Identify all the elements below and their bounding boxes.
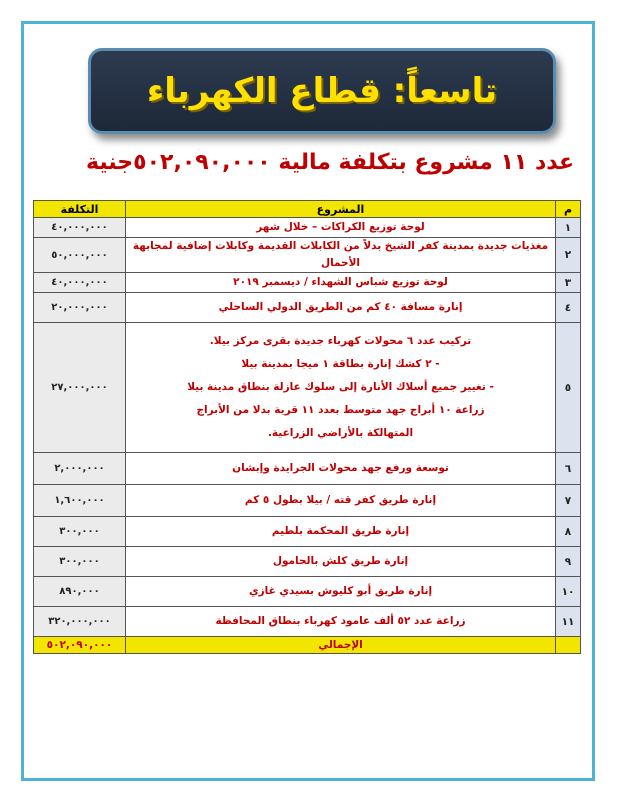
project-line: تركيب عدد ٦ محولات كهرباء جديدة بقرى مركز بيلا.	[209, 335, 472, 347]
table-row	[34, 607, 581, 637]
project-line: زراعة ١٠ أبراج جهد متوسط بعدد ١١ قرية بدلا من الأبراج	[196, 404, 485, 416]
row-number: ٩	[556, 547, 581, 577]
project-cell	[126, 293, 556, 323]
cost-cell: ٣٠٠,٠٠٠	[34, 547, 126, 577]
project-line: إنارة طريق المحكمة بلطيم	[271, 525, 410, 537]
row-number: ٨	[556, 517, 581, 547]
table-row	[34, 577, 581, 607]
cost-cell: ٣٠٠,٠٠٠	[34, 517, 126, 547]
total-row	[34, 637, 581, 654]
section-banner	[88, 48, 556, 134]
cost-cell: ٥٠,٠٠٠,٠٠٠	[34, 238, 126, 273]
project-line: - تغيير جميع أسلاك الأنارة إلى سلوك عازلة بنطاق مدينة بيلا	[187, 381, 494, 393]
row-number: ٢	[556, 238, 581, 273]
header-cost: التكلفة	[34, 201, 126, 218]
project-cell	[126, 218, 556, 238]
table-header-row	[34, 201, 581, 218]
table-row	[34, 293, 581, 323]
header-project: المشروع	[126, 201, 556, 218]
project-line: إنارة طريق أبو كليوش بسيدي غازي	[248, 585, 433, 597]
project-line: إنارة طريق كفر قته / بيلا بطول ٥ كم	[244, 494, 437, 506]
project-line: لوحة توزيع الكراكات – خلال شهر	[256, 221, 425, 233]
cost-cell: ٣٢٠,٠٠٠,٠٠٠	[34, 607, 126, 637]
table-row	[34, 238, 581, 273]
subtitle: عدد ١١ مشروع بتكلفة مالية ٥٠٢,٠٩٠,٠٠٠جنية	[86, 150, 574, 175]
table-row	[34, 273, 581, 293]
project-line: إنارة طريق كلش بالحامول	[272, 555, 409, 567]
row-number: ١	[556, 218, 581, 238]
project-cell	[126, 577, 556, 607]
table-row	[34, 517, 581, 547]
table-row	[34, 547, 581, 577]
table-row	[34, 323, 581, 453]
cost-cell: ٢٧,٠٠٠,٠٠٠	[34, 323, 126, 453]
project-cell	[126, 238, 556, 273]
total-cost: ٥٠٢,٠٩٠,٠٠٠	[34, 637, 126, 654]
table-row	[34, 485, 581, 517]
cost-cell: ٢٠,٠٠٠,٠٠٠	[34, 293, 126, 323]
project-cell	[126, 517, 556, 547]
cost-cell: ٨٩٠,٠٠٠	[34, 577, 126, 607]
project-line: مغذيات جديدة بمدينة كفر الشيخ بدلاً من الكابلات القديمة وكابلات إضافية لمجابهة الأحمال	[132, 240, 549, 269]
row-number: ٤	[556, 293, 581, 323]
table-row	[34, 218, 581, 238]
project-line: إنارة مسافة ٤٠ كم من الطريق الدولي الساحلي	[218, 301, 463, 313]
project-cell	[126, 547, 556, 577]
table-row	[34, 453, 581, 485]
project-cell	[126, 323, 556, 453]
banner-title: تاسعاً: قطاع الكهرباء	[146, 71, 498, 111]
total-label: الإجمالي	[126, 637, 556, 654]
row-number: ٦	[556, 453, 581, 485]
cost-cell: ٤٠,٠٠٠,٠٠٠	[34, 273, 126, 293]
project-line: - ٢ كشك إنارة بطاقة ١ ميجا بمدينة بيلا	[241, 358, 440, 370]
project-line: المتهالكة بالأراضي الزراعية.	[267, 427, 414, 439]
projects-table	[33, 200, 581, 654]
header-num: م	[556, 201, 581, 218]
cost-cell: ١,٦٠٠,٠٠٠	[34, 485, 126, 517]
total-empty	[556, 637, 581, 654]
row-number: ٧	[556, 485, 581, 517]
row-number: ١٠	[556, 577, 581, 607]
project-line: لوحة توزيع شباس الشهداء / ديسمبر ٢٠١٩	[233, 276, 448, 288]
row-number: ٣	[556, 273, 581, 293]
project-cell	[126, 485, 556, 517]
cost-cell: ٢,٠٠٠,٠٠٠	[34, 453, 126, 485]
project-line: زراعة عدد ٥٢ ألف عامود كهرباء بنطاق المحافظة	[215, 615, 466, 627]
row-number: ١١	[556, 607, 581, 637]
project-cell	[126, 607, 556, 637]
project-cell	[126, 273, 556, 293]
cost-cell: ٤٠,٠٠٠,٠٠٠	[34, 218, 126, 238]
row-number: ٥	[556, 323, 581, 453]
project-line: توسعة ورفع جهد محولات الجرايدة وإبشان	[232, 462, 449, 474]
project-cell	[126, 453, 556, 485]
